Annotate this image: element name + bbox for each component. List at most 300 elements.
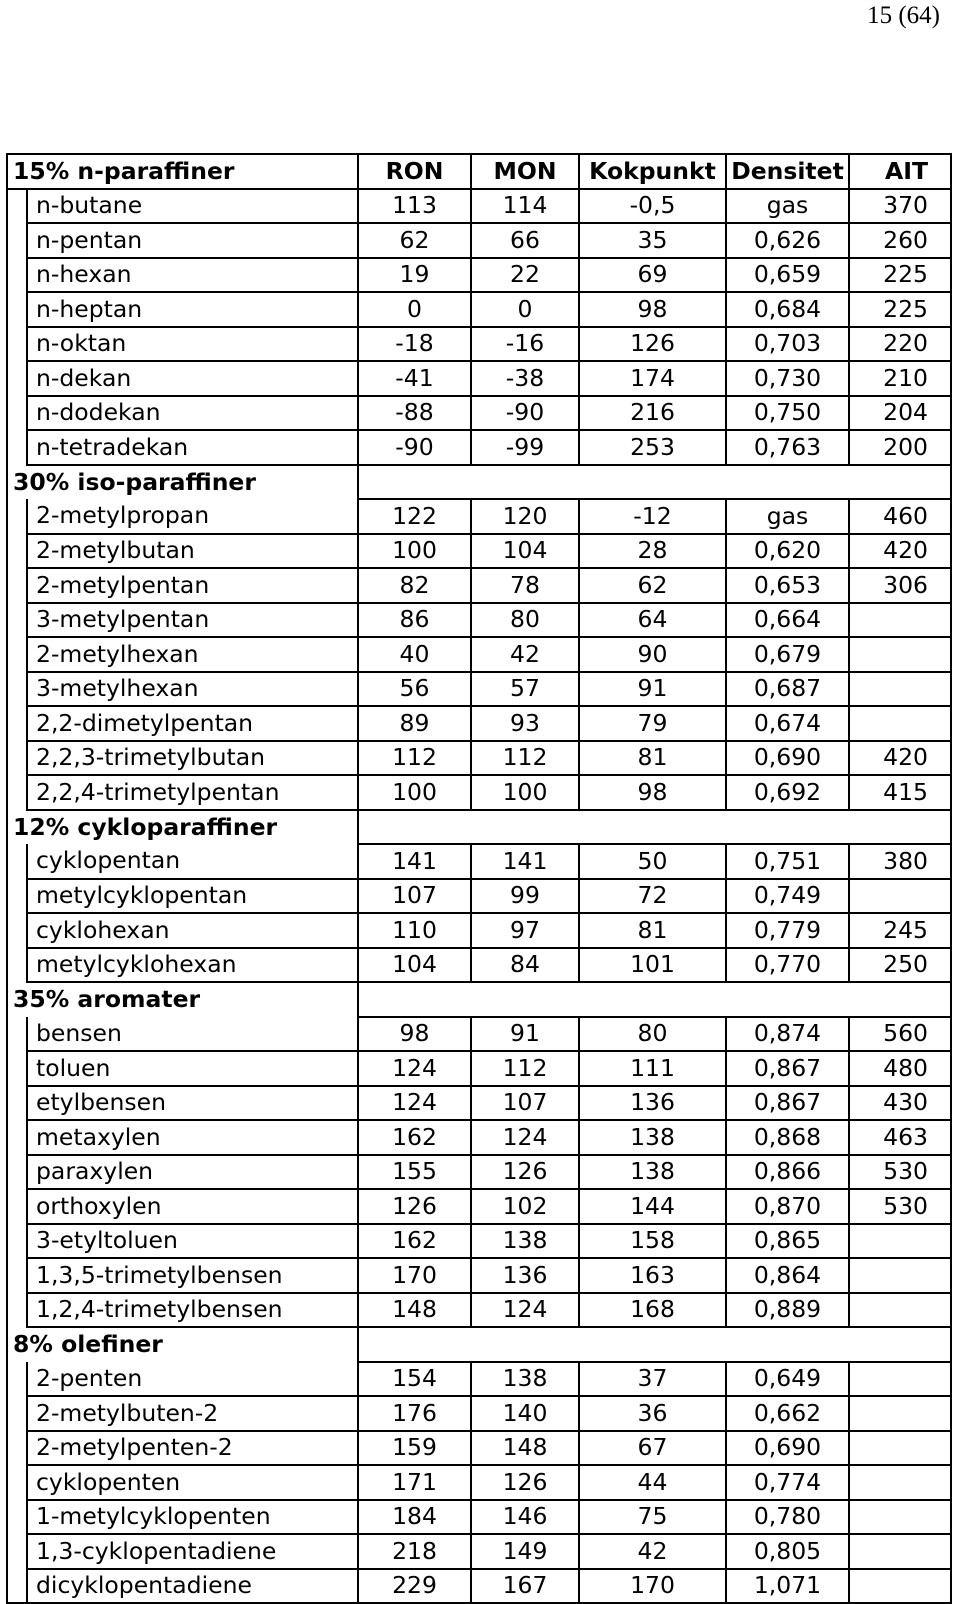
group-blank-cell <box>726 1327 849 1362</box>
cell-kokpunkt: 163 <box>579 1258 726 1293</box>
component-name: cyklopentan <box>27 844 358 879</box>
cell-ron: 218 <box>358 1534 471 1569</box>
cell-kokpunkt: 75 <box>579 1500 726 1535</box>
cell-ron: 184 <box>358 1500 471 1535</box>
component-name: 2-metylpenten-2 <box>27 1431 358 1466</box>
component-name: n-oktan <box>27 327 358 362</box>
cell-densitet: 0,690 <box>726 741 849 776</box>
indent-cell <box>7 706 27 741</box>
cell-ait: 415 <box>849 775 951 810</box>
indent-cell <box>7 292 27 327</box>
group-blank-cell <box>471 465 579 500</box>
cell-mon: 112 <box>471 741 579 776</box>
indent-cell <box>7 1017 27 1052</box>
cell-mon: 120 <box>471 499 579 534</box>
cell-ron: 176 <box>358 1396 471 1431</box>
table-row <box>7 1086 951 1121</box>
component-name: 2,2-dimetylpentan <box>27 706 358 741</box>
component-name: metylcyklopentan <box>27 879 358 914</box>
component-name: n-pentan <box>27 223 358 258</box>
table-row <box>7 706 951 741</box>
cell-kokpunkt: 42 <box>579 1534 726 1569</box>
cell-ait: 420 <box>849 534 951 569</box>
indent-cell <box>7 1155 27 1190</box>
cell-mon: 57 <box>471 672 579 707</box>
cell-densitet: 0,770 <box>726 948 849 983</box>
table-row <box>7 430 951 465</box>
cell-ait: 370 <box>849 189 951 224</box>
cell-densitet: 0,659 <box>726 258 849 293</box>
indent-cell <box>7 396 27 431</box>
cell-ron: 112 <box>358 741 471 776</box>
cell-kokpunkt: 101 <box>579 948 726 983</box>
cell-mon: 93 <box>471 706 579 741</box>
cell-ait <box>849 1500 951 1535</box>
column-header-ait: AIT <box>849 154 951 189</box>
table-row <box>7 879 951 914</box>
component-name: 3-metylpentan <box>27 603 358 638</box>
cell-densitet: 0,867 <box>726 1051 849 1086</box>
component-name: orthoxylen <box>27 1189 358 1224</box>
cell-ait: 225 <box>849 292 951 327</box>
cell-kokpunkt: 81 <box>579 913 726 948</box>
cell-mon: 124 <box>471 1120 579 1155</box>
cell-kokpunkt: 126 <box>579 327 726 362</box>
cell-kokpunkt: 28 <box>579 534 726 569</box>
cell-ron: 98 <box>358 1017 471 1052</box>
cell-ron: 159 <box>358 1431 471 1466</box>
cell-densitet: 0,626 <box>726 223 849 258</box>
cell-kokpunkt: 91 <box>579 672 726 707</box>
cell-ait: 420 <box>849 741 951 776</box>
indent-cell <box>7 430 27 465</box>
cell-ait: 204 <box>849 396 951 431</box>
cell-ait <box>849 1362 951 1397</box>
cell-ait <box>849 1258 951 1293</box>
cell-kokpunkt: 90 <box>579 637 726 672</box>
table-row <box>7 1155 951 1190</box>
cell-densitet: 0,653 <box>726 568 849 603</box>
component-name: 2-metylbutan <box>27 534 358 569</box>
indent-cell <box>7 1258 27 1293</box>
column-header-mon: MON <box>471 154 579 189</box>
table-row <box>7 1017 951 1052</box>
cell-ron: -41 <box>358 361 471 396</box>
cell-mon: 22 <box>471 258 579 293</box>
group-blank-cell <box>471 1327 579 1362</box>
cell-densitet: 0,649 <box>726 1362 849 1397</box>
group-blank-cell <box>849 465 951 500</box>
table-row <box>7 1465 951 1500</box>
component-name: n-hexan <box>27 258 358 293</box>
indent-cell <box>7 1224 27 1259</box>
table-row <box>7 1189 951 1224</box>
component-name: 1,2,4-trimetylbensen <box>27 1293 358 1328</box>
cell-densitet: 0,868 <box>726 1120 849 1155</box>
table-row <box>7 672 951 707</box>
indent-cell <box>7 1086 27 1121</box>
column-header-densitet: Densitet <box>726 154 849 189</box>
cell-mon: 146 <box>471 1500 579 1535</box>
cell-mon: 124 <box>471 1293 579 1328</box>
cell-ron: 148 <box>358 1293 471 1328</box>
cell-ron: 162 <box>358 1224 471 1259</box>
table-row <box>7 775 951 810</box>
cell-ron: 162 <box>358 1120 471 1155</box>
cell-ait: 460 <box>849 499 951 534</box>
group-blank-cell <box>726 982 849 1017</box>
component-name: n-dekan <box>27 361 358 396</box>
group-title: 30% iso-paraffiner <box>7 465 358 500</box>
component-name: 3-metylhexan <box>27 672 358 707</box>
cell-ron: 100 <box>358 775 471 810</box>
indent-cell <box>7 603 27 638</box>
header-row <box>7 154 951 189</box>
indent-cell <box>7 1362 27 1397</box>
cell-mon: 114 <box>471 189 579 224</box>
cell-mon: -99 <box>471 430 579 465</box>
cell-ron: 229 <box>358 1569 471 1604</box>
table-row <box>7 1293 951 1328</box>
indent-cell <box>7 223 27 258</box>
component-name: metylcyklohexan <box>27 948 358 983</box>
cell-kokpunkt: 37 <box>579 1362 726 1397</box>
cell-ron: -18 <box>358 327 471 362</box>
cell-mon: 126 <box>471 1155 579 1190</box>
cell-mon: 138 <box>471 1224 579 1259</box>
indent-cell <box>7 1534 27 1569</box>
indent-cell <box>7 741 27 776</box>
indent-cell <box>7 1431 27 1466</box>
cell-ait: 560 <box>849 1017 951 1052</box>
group-blank-cell <box>579 810 726 845</box>
cell-kokpunkt: 111 <box>579 1051 726 1086</box>
indent-cell <box>7 948 27 983</box>
cell-kokpunkt: 50 <box>579 844 726 879</box>
cell-mon: 112 <box>471 1051 579 1086</box>
component-name: 2-penten <box>27 1362 358 1397</box>
cell-kokpunkt: 62 <box>579 568 726 603</box>
cell-mon: 97 <box>471 913 579 948</box>
cell-ait <box>849 1431 951 1466</box>
cell-densitet: 0,692 <box>726 775 849 810</box>
cell-mon: -38 <box>471 361 579 396</box>
indent-cell <box>7 499 27 534</box>
cell-ait: 480 <box>849 1051 951 1086</box>
cell-ait: 530 <box>849 1189 951 1224</box>
cell-ron: 126 <box>358 1189 471 1224</box>
cell-densitet: gas <box>726 499 849 534</box>
indent-cell <box>7 568 27 603</box>
table-row <box>7 292 951 327</box>
cell-ait: 220 <box>849 327 951 362</box>
cell-densitet: 0,703 <box>726 327 849 362</box>
component-name: metaxylen <box>27 1120 358 1155</box>
indent-cell <box>7 672 27 707</box>
cell-ron: 100 <box>358 534 471 569</box>
component-name: n-butane <box>27 189 358 224</box>
cell-ron: 107 <box>358 879 471 914</box>
cell-mon: 42 <box>471 637 579 672</box>
indent-cell <box>7 913 27 948</box>
table-row <box>7 1396 951 1431</box>
cell-ait <box>849 1224 951 1259</box>
cell-mon: 167 <box>471 1569 579 1604</box>
cell-mon: 99 <box>471 879 579 914</box>
cell-densitet: 0,750 <box>726 396 849 431</box>
cell-ron: 104 <box>358 948 471 983</box>
group-blank-cell <box>849 982 951 1017</box>
cell-ron: 170 <box>358 1258 471 1293</box>
cell-densitet: 1,071 <box>726 1569 849 1604</box>
group-blank-cell <box>358 1327 471 1362</box>
cell-mon: 138 <box>471 1362 579 1397</box>
group-row <box>7 810 951 845</box>
table-row <box>7 1120 951 1155</box>
indent-cell <box>7 637 27 672</box>
group-blank-cell <box>579 982 726 1017</box>
cell-kokpunkt: -12 <box>579 499 726 534</box>
cell-kokpunkt: 72 <box>579 879 726 914</box>
cell-ait: 250 <box>849 948 951 983</box>
component-name: 2-metylpentan <box>27 568 358 603</box>
fuel-components-table <box>6 153 952 1604</box>
cell-mon: 102 <box>471 1189 579 1224</box>
group-blank-cell <box>726 810 849 845</box>
table-row <box>7 844 951 879</box>
cell-mon: 100 <box>471 775 579 810</box>
cell-densitet: 0,889 <box>726 1293 849 1328</box>
cell-ron: 110 <box>358 913 471 948</box>
indent-cell <box>7 258 27 293</box>
table-row <box>7 1534 951 1569</box>
component-name: paraxylen <box>27 1155 358 1190</box>
cell-kokpunkt: 136 <box>579 1086 726 1121</box>
table-row <box>7 1431 951 1466</box>
cell-densitet: 0,730 <box>726 361 849 396</box>
indent-cell <box>7 879 27 914</box>
component-name: n-tetradekan <box>27 430 358 465</box>
indent-cell <box>7 1293 27 1328</box>
group-blank-cell <box>358 465 471 500</box>
cell-ron: 141 <box>358 844 471 879</box>
cell-ron: 0 <box>358 292 471 327</box>
cell-densitet: 0,780 <box>726 1500 849 1535</box>
cell-kokpunkt: 80 <box>579 1017 726 1052</box>
cell-mon: 0 <box>471 292 579 327</box>
group-blank-cell <box>726 465 849 500</box>
component-name: 1,3-cyklopentadiene <box>27 1534 358 1569</box>
group-blank-cell <box>471 810 579 845</box>
cell-ron: 82 <box>358 568 471 603</box>
table-row <box>7 1051 951 1086</box>
cell-kokpunkt: 144 <box>579 1189 726 1224</box>
cell-kokpunkt: 168 <box>579 1293 726 1328</box>
table-row <box>7 948 951 983</box>
group-blank-cell <box>471 982 579 1017</box>
component-name: bensen <box>27 1017 358 1052</box>
group-row <box>7 1327 951 1362</box>
cell-ron: -88 <box>358 396 471 431</box>
cell-densitet: 0,779 <box>726 913 849 948</box>
indent-cell <box>7 1051 27 1086</box>
cell-mon: 149 <box>471 1534 579 1569</box>
cell-ait: 306 <box>849 568 951 603</box>
table-row <box>7 499 951 534</box>
cell-ron: 171 <box>358 1465 471 1500</box>
cell-ait <box>849 1569 951 1604</box>
cell-kokpunkt: 174 <box>579 361 726 396</box>
cell-kokpunkt: 36 <box>579 1396 726 1431</box>
indent-cell <box>7 361 27 396</box>
table-row <box>7 223 951 258</box>
component-name: etylbensen <box>27 1086 358 1121</box>
table-row <box>7 1500 951 1535</box>
table-row <box>7 913 951 948</box>
cell-densitet: 0,874 <box>726 1017 849 1052</box>
cell-mon: 104 <box>471 534 579 569</box>
cell-densitet: 0,664 <box>726 603 849 638</box>
cell-ait <box>849 637 951 672</box>
table-row <box>7 1362 951 1397</box>
cell-ait <box>849 1293 951 1328</box>
cell-densitet: 0,662 <box>726 1396 849 1431</box>
cell-kokpunkt: 158 <box>579 1224 726 1259</box>
cell-ron: 19 <box>358 258 471 293</box>
component-name: 2-metylhexan <box>27 637 358 672</box>
cell-ron: 124 <box>358 1086 471 1121</box>
cell-ron: 155 <box>358 1155 471 1190</box>
table-row <box>7 361 951 396</box>
cell-mon: 66 <box>471 223 579 258</box>
cell-densitet: 0,674 <box>726 706 849 741</box>
cell-ait <box>849 706 951 741</box>
cell-densitet: 0,774 <box>726 1465 849 1500</box>
component-name: 2-metylpropan <box>27 499 358 534</box>
cell-ait: 200 <box>849 430 951 465</box>
cell-ait: 210 <box>849 361 951 396</box>
cell-ait: 225 <box>849 258 951 293</box>
cell-densitet: 0,864 <box>726 1258 849 1293</box>
cell-mon: 140 <box>471 1396 579 1431</box>
column-header-ron: RON <box>358 154 471 189</box>
cell-mon: 80 <box>471 603 579 638</box>
cell-kokpunkt: -0,5 <box>579 189 726 224</box>
table-row <box>7 534 951 569</box>
component-name: cyklopenten <box>27 1465 358 1500</box>
cell-kokpunkt: 216 <box>579 396 726 431</box>
group-blank-cell <box>579 465 726 500</box>
component-name: dicyklopentadiene <box>27 1569 358 1604</box>
cell-kokpunkt: 79 <box>579 706 726 741</box>
indent-cell <box>7 844 27 879</box>
cell-ron: -90 <box>358 430 471 465</box>
cell-densitet: 0,749 <box>726 879 849 914</box>
cell-kokpunkt: 138 <box>579 1120 726 1155</box>
group-row <box>7 465 951 500</box>
cell-ron: 62 <box>358 223 471 258</box>
cell-kokpunkt: 170 <box>579 1569 726 1604</box>
indent-cell <box>7 327 27 362</box>
indent-cell <box>7 1500 27 1535</box>
indent-cell <box>7 534 27 569</box>
cell-mon: 84 <box>471 948 579 983</box>
cell-kokpunkt: 98 <box>579 292 726 327</box>
cell-ron: 122 <box>358 499 471 534</box>
group-blank-cell <box>849 1327 951 1362</box>
table-row <box>7 1569 951 1604</box>
cell-densitet: 0,805 <box>726 1534 849 1569</box>
cell-ron: 154 <box>358 1362 471 1397</box>
cell-densitet: 0,763 <box>726 430 849 465</box>
cell-kokpunkt: 35 <box>579 223 726 258</box>
cell-ron: 89 <box>358 706 471 741</box>
component-name: 1,3,5-trimetylbensen <box>27 1258 358 1293</box>
table-row <box>7 741 951 776</box>
cell-ait <box>849 603 951 638</box>
cell-ait: 380 <box>849 844 951 879</box>
cell-mon: 91 <box>471 1017 579 1052</box>
cell-ait <box>849 1534 951 1569</box>
cell-mon: -90 <box>471 396 579 431</box>
table-row <box>7 603 951 638</box>
cell-mon: 78 <box>471 568 579 603</box>
table-row <box>7 1224 951 1259</box>
cell-densitet: gas <box>726 189 849 224</box>
indent-cell <box>7 1569 27 1604</box>
cell-densitet: 0,865 <box>726 1224 849 1259</box>
table-row <box>7 568 951 603</box>
indent-cell <box>7 1120 27 1155</box>
cell-mon: 107 <box>471 1086 579 1121</box>
cell-densitet: 0,690 <box>726 1431 849 1466</box>
group-blank-cell <box>358 982 471 1017</box>
cell-densitet: 0,867 <box>726 1086 849 1121</box>
cell-mon: 141 <box>471 844 579 879</box>
cell-ron: 113 <box>358 189 471 224</box>
page-number: 15 (64) <box>867 2 940 29</box>
group-blank-cell <box>579 1327 726 1362</box>
indent-cell <box>7 189 27 224</box>
cell-kokpunkt: 64 <box>579 603 726 638</box>
component-name: 2-metylbuten-2 <box>27 1396 358 1431</box>
cell-kokpunkt: 81 <box>579 741 726 776</box>
cell-kokpunkt: 67 <box>579 1431 726 1466</box>
cell-kokpunkt: 253 <box>579 430 726 465</box>
cell-ait: 430 <box>849 1086 951 1121</box>
group-blank-cell <box>849 810 951 845</box>
component-name: toluen <box>27 1051 358 1086</box>
cell-densitet: 0,866 <box>726 1155 849 1190</box>
cell-mon: 136 <box>471 1258 579 1293</box>
indent-cell <box>7 1396 27 1431</box>
cell-ait: 530 <box>849 1155 951 1190</box>
cell-ait <box>849 879 951 914</box>
cell-mon: -16 <box>471 327 579 362</box>
column-header-kokpunkt: Kokpunkt <box>579 154 726 189</box>
cell-kokpunkt: 44 <box>579 1465 726 1500</box>
group-title: 12% cykloparaffiner <box>7 810 358 845</box>
component-name: 2,2,4-trimetylpentan <box>27 775 358 810</box>
group-row <box>7 982 951 1017</box>
cell-densitet: 0,620 <box>726 534 849 569</box>
cell-ron: 56 <box>358 672 471 707</box>
table-row <box>7 1258 951 1293</box>
component-name: 3-etyltoluen <box>27 1224 358 1259</box>
indent-cell <box>7 775 27 810</box>
cell-ait <box>849 1396 951 1431</box>
cell-ait: 260 <box>849 223 951 258</box>
